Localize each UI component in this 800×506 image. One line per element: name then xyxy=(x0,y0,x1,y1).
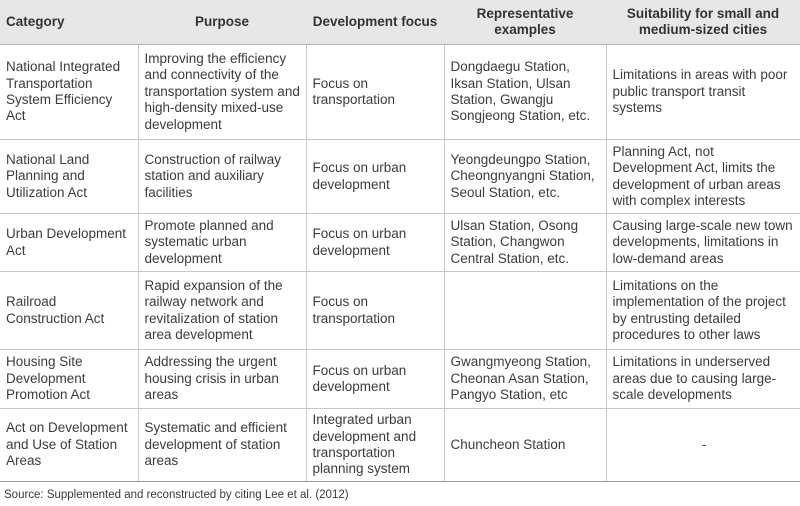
cell-suitability: Limitations in areas with poor public transport transit systems xyxy=(606,45,800,140)
cell-category: National Land Planning and Utilization Act xyxy=(0,140,138,214)
header-category: Category xyxy=(0,0,138,45)
cell-examples: Yeongdeungpo Station, Cheongnyangni Station, Seoul Station, etc. xyxy=(444,140,606,214)
cell-examples: Ulsan Station, Osong Station, Changwon Central Station, etc. xyxy=(444,214,606,272)
cell-category: Housing Site Development Promotion Act xyxy=(0,350,138,409)
cell-suitability: Causing large-scale new town developments, limitations in low-demand areas xyxy=(606,214,800,272)
cell-category: Act on Development and Use of Station Areas xyxy=(0,409,138,482)
header-row xyxy=(0,0,800,45)
cell-development-focus: Focus on transportation xyxy=(306,45,444,140)
header-representative-examples: Representative examples xyxy=(444,0,606,45)
header-purpose: Purpose xyxy=(138,0,306,45)
cell-purpose: Construction of railway station and auxiliary facilities xyxy=(138,140,306,214)
cell-suitability: Limitations in underserved areas due to causing large-scale developments xyxy=(606,350,800,409)
source-note: Source: Supplemented and reconstructed by citing Lee et al. (2012) xyxy=(4,489,349,501)
cell-suitability: - xyxy=(606,409,800,482)
header-suitability: Suitability for small and medium-sized cities xyxy=(606,0,800,45)
cell-category: Railroad Construction Act xyxy=(0,272,138,350)
table-row xyxy=(0,272,800,350)
cell-examples xyxy=(444,272,606,350)
cell-development-focus: Focus on transportation xyxy=(306,272,444,350)
table-row xyxy=(0,214,800,272)
cell-development-focus: Focus on urban development xyxy=(306,214,444,272)
table-row xyxy=(0,350,800,409)
table-row xyxy=(0,45,800,140)
table-row xyxy=(0,140,800,214)
cell-category: Urban Development Act xyxy=(0,214,138,272)
cell-purpose: Improving the efficiency and connectivity of the transportation system and high-density mixed-use development xyxy=(138,45,306,140)
cell-examples: Chuncheon Station xyxy=(444,409,606,482)
cell-examples: Dongdaegu Station, Iksan Station, Ulsan Station, Gwangju Songjeong Station, etc. xyxy=(444,45,606,140)
table-row xyxy=(0,409,800,482)
cell-development-focus: Focus on urban development xyxy=(306,140,444,214)
cell-purpose: Systematic and efficient development of station areas xyxy=(138,409,306,482)
cell-category: National Integrated Transportation System Efficiency Act xyxy=(0,45,138,140)
cell-development-focus: Integrated urban development and transportation planning system xyxy=(306,409,444,482)
cell-purpose: Promote planned and systematic urban development xyxy=(138,214,306,272)
cell-purpose: Rapid expansion of the railway network and revitalization of station area development xyxy=(138,272,306,350)
cell-purpose: Addressing the urgent housing crisis in urban areas xyxy=(138,350,306,409)
cell-suitability: Planning Act, not Development Act, limits the development of urban areas with complex interests xyxy=(606,140,800,214)
cell-suitability: Limitations on the implementation of the project by entrusting detailed procedures to other laws xyxy=(606,272,800,350)
cell-development-focus: Focus on urban development xyxy=(306,350,444,409)
cell-examples: Gwangmyeong Station, Cheonan Asan Station, Pangyo Station, etc xyxy=(444,350,606,409)
header-development-focus: Development focus xyxy=(306,0,444,45)
